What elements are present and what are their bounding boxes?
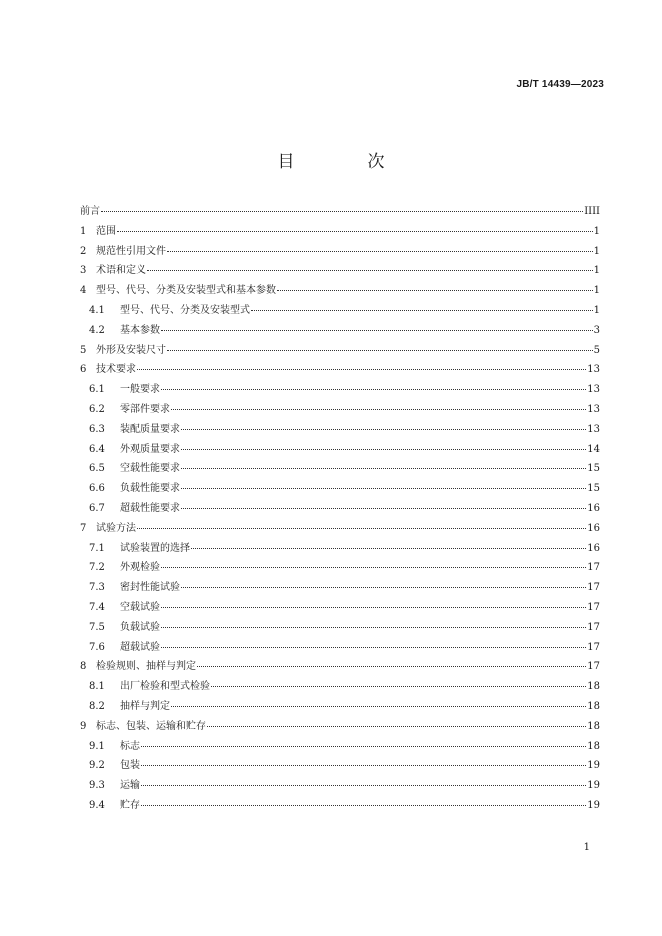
toc-leader-dots: [117, 231, 593, 232]
toc-entry-title: 型号、代号、分类及安装型式和基本参数: [96, 285, 276, 297]
toc-entry[interactable]: [80, 796, 600, 816]
toc-entry-number: 6.4: [89, 443, 105, 455]
toc-entry-page: IIII: [584, 206, 600, 217]
toc-entry-title: 负载试验: [120, 621, 160, 633]
toc-entry-number: 7.1: [89, 542, 105, 554]
toc-leader-dots: [181, 468, 586, 469]
standard-code: JB/T 14439—2023: [516, 79, 604, 90]
toc-entry-number: 6.1: [89, 384, 105, 396]
toc-entry-title: 一般要求: [120, 384, 160, 396]
toc-entry-page: 16: [587, 502, 600, 514]
toc-entry-page: 17: [587, 601, 600, 613]
toc-entry-page: 13: [587, 364, 600, 376]
toc-entry-page: 1: [593, 265, 600, 277]
toc-entry-page: 16: [587, 522, 600, 534]
toc-entry-number: 9: [80, 720, 87, 732]
toc-leader-dots: [181, 587, 586, 588]
toc-entry-page: 15: [587, 483, 600, 495]
toc-entry[interactable]: [80, 479, 600, 499]
toc-entry-title: 型号、代号、分类及安装型式: [120, 304, 250, 316]
toc-entry-page: 19: [587, 760, 600, 772]
toc-entry-title: 空载性能要求: [120, 463, 180, 475]
toc-entry[interactable]: [80, 420, 600, 440]
toc-entry-page: 18: [587, 740, 600, 752]
toc-entry[interactable]: [80, 341, 600, 361]
toc-entry-number: 6.7: [89, 502, 105, 514]
toc-leader-dots: [137, 369, 586, 370]
toc-entry[interactable]: [80, 202, 600, 222]
toc-entry-number: 7: [80, 522, 87, 534]
toc-entry-title: 出厂检验和型式检验: [120, 681, 210, 693]
toc-entry[interactable]: [80, 539, 600, 559]
toc-entry-number: 8: [80, 661, 87, 673]
toc-entry-number: 4: [80, 285, 87, 297]
toc-leader-dots: [141, 765, 586, 766]
toc-leader-dots: [137, 528, 586, 529]
toc-entry-page: 1: [593, 245, 600, 257]
toc-entry-page: 15: [587, 463, 600, 475]
toc-entry-page: 1: [593, 304, 600, 316]
toc-entry-number: 7.5: [89, 621, 105, 633]
toc-entry[interactable]: [80, 677, 600, 697]
toc-title: 目 次: [277, 152, 413, 172]
toc-entry-page: 5: [593, 344, 600, 356]
toc-entry-number: 9.2: [89, 760, 105, 772]
toc-leader-dots: [167, 350, 593, 351]
toc-entry-title: 术语和定义: [96, 265, 146, 277]
toc-entry-number: 4.2: [89, 324, 105, 336]
table-of-contents: [80, 202, 600, 816]
toc-leader-dots: [181, 449, 586, 450]
toc-entry-number: 6.6: [89, 483, 105, 495]
toc-entry[interactable]: [80, 261, 600, 281]
toc-entry-title: 密封性能试验: [120, 582, 180, 594]
toc-leader-dots: [147, 270, 593, 271]
toc-entry-title: 装配质量要求: [120, 423, 180, 435]
toc-entry-title: 标志: [120, 740, 140, 752]
toc-entry[interactable]: [80, 380, 600, 400]
toc-leader-dots: [197, 666, 586, 667]
toc-entry-number: 5: [80, 344, 87, 356]
toc-entry-page: 14: [587, 443, 600, 455]
toc-entry-title: 检验规则、抽样与判定: [96, 661, 196, 673]
toc-entry-page: 1: [593, 225, 600, 237]
toc-entry-title: 运输: [120, 780, 140, 792]
toc-entry[interactable]: [80, 737, 600, 757]
toc-entry-title: 外观质量要求: [120, 443, 180, 455]
toc-entry-number: 8.1: [89, 681, 105, 693]
toc-leader-dots: [181, 488, 586, 489]
toc-entry[interactable]: [80, 400, 600, 420]
toc-entry-title: 空载试验: [120, 601, 160, 613]
toc-leader-dots: [171, 706, 586, 707]
toc-entry-number: 6.3: [89, 423, 105, 435]
toc-entry[interactable]: [80, 638, 600, 658]
toc-leader-dots: [161, 389, 586, 390]
toc-entry[interactable]: [80, 578, 600, 598]
toc-leader-dots: [161, 627, 586, 628]
toc-entry-number: 2: [80, 245, 87, 257]
toc-entry[interactable]: [80, 618, 600, 638]
toc-entry-page: 3: [593, 324, 600, 336]
toc-leader-dots: [141, 746, 586, 747]
toc-leader-dots: [251, 310, 593, 311]
toc-entry-title: 规范性引用文件: [96, 245, 166, 257]
toc-entry[interactable]: [80, 281, 600, 301]
toc-entry-number: 6.2: [89, 403, 105, 415]
toc-entry-number: 4.1: [89, 304, 105, 316]
toc-leader-dots: [191, 548, 586, 549]
toc-entry-title: 试验方法: [96, 522, 136, 534]
toc-entry-title: 外观检验: [120, 562, 160, 574]
toc-entry[interactable]: [80, 321, 600, 341]
toc-entry-number: 6.5: [89, 463, 105, 475]
toc-entry-page: 13: [587, 384, 600, 396]
toc-entry-page: 13: [587, 423, 600, 435]
toc-entry-title: 范围: [96, 225, 116, 237]
toc-entry[interactable]: [80, 598, 600, 618]
toc-leader-dots: [161, 567, 586, 568]
toc-entry-page: 18: [587, 681, 600, 693]
toc-leader-dots: [161, 607, 586, 608]
toc-entry-title: 技术要求: [96, 364, 136, 376]
toc-entry[interactable]: [80, 519, 600, 539]
toc-entry-title: 标志、包装、运输和贮存: [96, 720, 206, 732]
toc-leader-dots: [181, 508, 586, 509]
toc-entry[interactable]: [80, 776, 600, 796]
toc-entry-page: 19: [587, 799, 600, 811]
toc-entry-title: 超载性能要求: [120, 502, 180, 514]
toc-entry-title: 基本参数: [120, 324, 160, 336]
toc-entry[interactable]: [80, 440, 600, 460]
toc-entry-page: 18: [587, 700, 600, 712]
toc-entry-title: 超载试验: [120, 641, 160, 653]
toc-entry-page: 17: [587, 661, 600, 673]
toc-entry[interactable]: [80, 717, 600, 737]
toc-entry-title: 外形及安装尺寸: [96, 344, 166, 356]
toc-entry-number: 7.2: [89, 562, 105, 574]
toc-leader-dots: [211, 686, 586, 687]
toc-entry-page: 1: [593, 285, 600, 297]
toc-entry-number: 9.3: [89, 780, 105, 792]
toc-entry[interactable]: [80, 242, 600, 262]
toc-entry-page: 17: [587, 641, 600, 653]
toc-leader-dots: [207, 726, 586, 727]
toc-entry-page: 17: [587, 562, 600, 574]
toc-entry-number: 8.2: [89, 700, 105, 712]
toc-leader-dots: [171, 409, 586, 410]
toc-leader-dots: [167, 251, 593, 252]
toc-entry[interactable]: [80, 657, 600, 677]
page-number: 1: [583, 842, 590, 853]
toc-entry-title: 抽样与判定: [120, 700, 170, 712]
toc-entry-title: 包装: [120, 760, 140, 772]
toc-entry-title: 贮存: [120, 799, 140, 811]
toc-entry-number: 9.4: [89, 799, 105, 811]
toc-entry-number: 7.6: [89, 641, 105, 653]
toc-leader-dots: [161, 647, 586, 648]
toc-entry-number: 9.1: [89, 740, 105, 752]
toc-entry-page: 19: [587, 780, 600, 792]
toc-leader-dots: [141, 805, 586, 806]
toc-entry-page: 17: [587, 582, 600, 594]
toc-entry[interactable]: [80, 558, 600, 578]
toc-entry-number: 6: [80, 364, 87, 376]
toc-entry-number: 7.4: [89, 601, 105, 613]
toc-entry-number: 7.3: [89, 582, 105, 594]
toc-entry[interactable]: [80, 222, 600, 242]
toc-entry[interactable]: [80, 756, 600, 776]
toc-entry-title: 前言: [80, 206, 100, 217]
toc-leader-dots: [141, 785, 586, 786]
toc-entry[interactable]: [80, 360, 600, 380]
toc-entry-page: 18: [587, 720, 600, 732]
toc-leader-dots: [181, 429, 586, 430]
toc-entry[interactable]: [80, 499, 600, 519]
toc-entry-page: 16: [587, 542, 600, 554]
toc-entry-title: 负载性能要求: [120, 483, 180, 495]
toc-entry-number: 1: [80, 225, 87, 237]
toc-entry-title: 试验装置的选择: [120, 542, 190, 554]
toc-leader-dots: [101, 211, 583, 212]
toc-entry-number: 3: [80, 265, 87, 277]
toc-entry-page: 17: [587, 621, 600, 633]
toc-leader-dots: [277, 290, 593, 291]
toc-entry[interactable]: [80, 697, 600, 717]
toc-entry-page: 13: [587, 403, 600, 415]
toc-entry[interactable]: [80, 459, 600, 479]
toc-leader-dots: [161, 330, 593, 331]
toc-entry-title: 零部件要求: [120, 403, 170, 415]
toc-entry[interactable]: [80, 301, 600, 321]
